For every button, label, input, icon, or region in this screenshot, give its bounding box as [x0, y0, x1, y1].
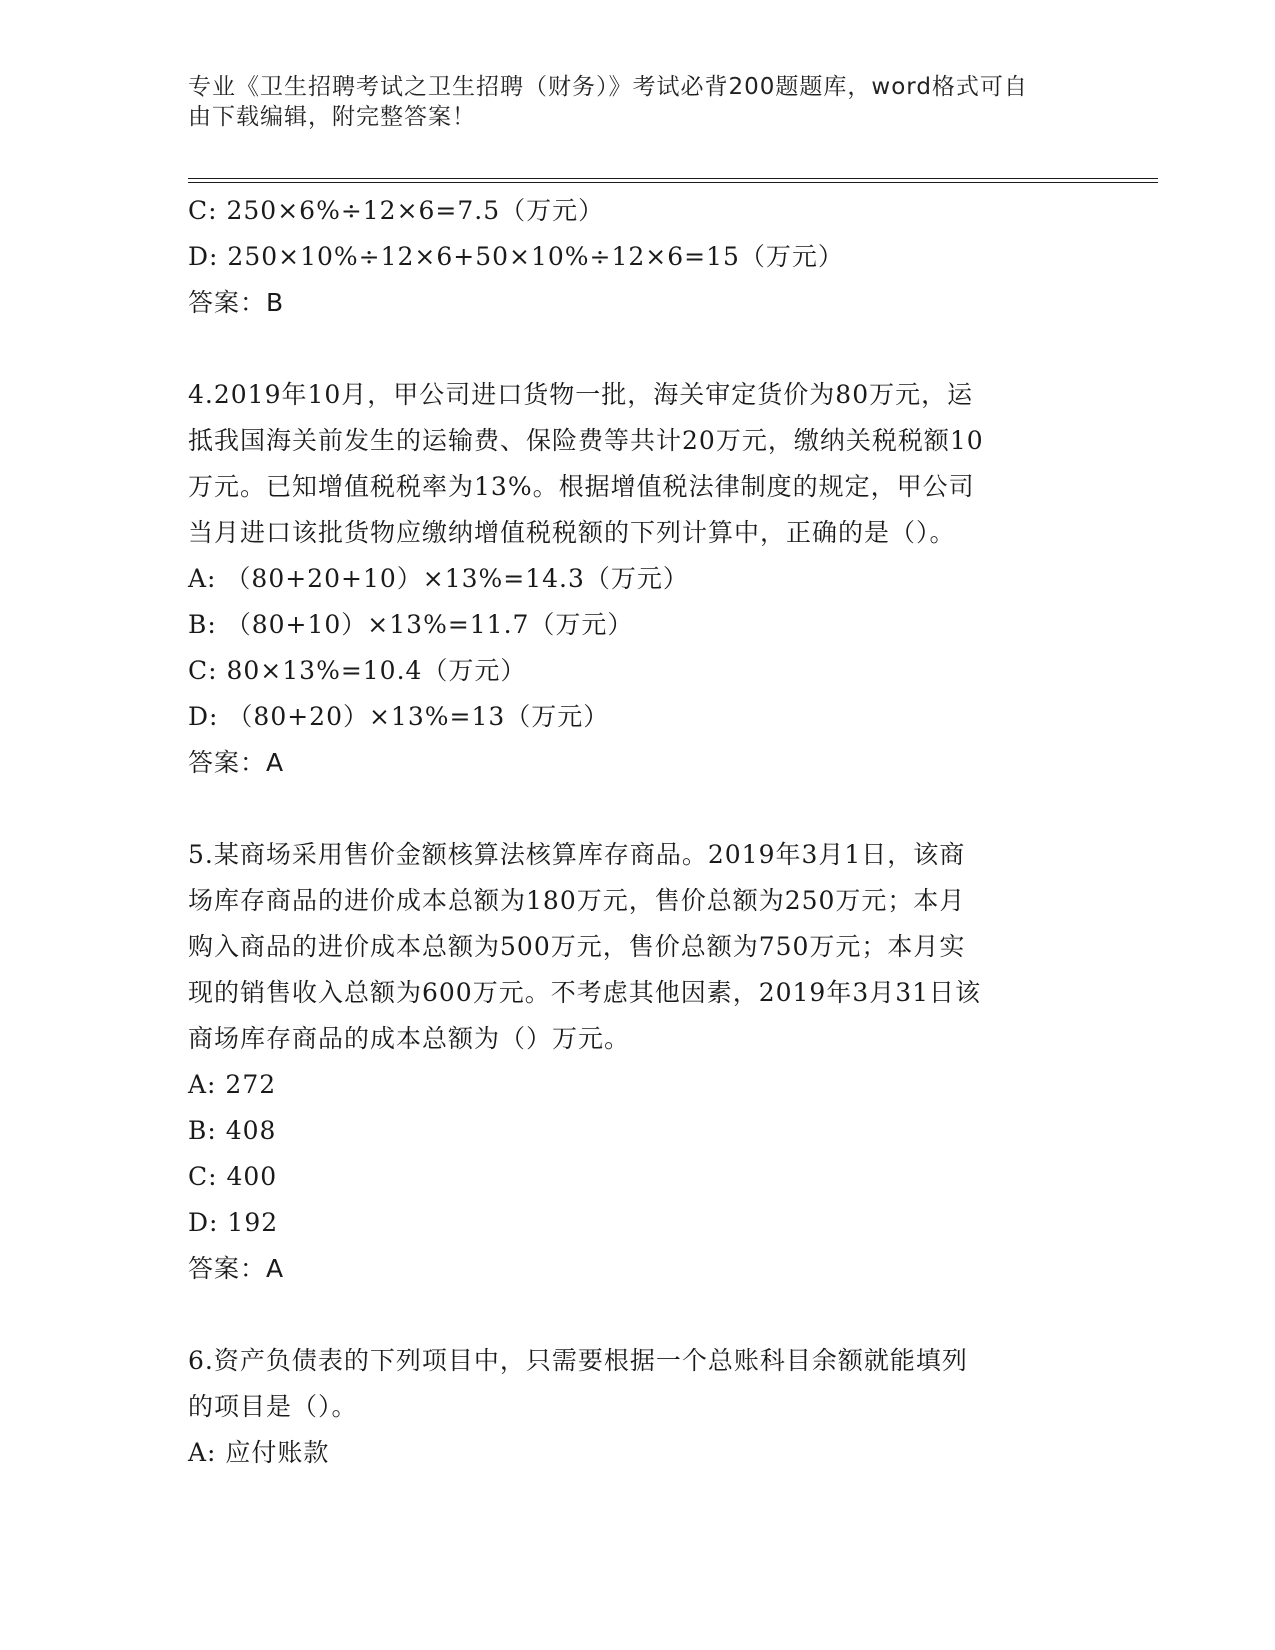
answer-line: 答案：A — [188, 748, 285, 777]
question-stem-line: 6.资产负债表的下列项目中，只需要根据一个总账科目余额就能填列 — [188, 1346, 968, 1375]
option-b: B: 408 — [188, 1116, 277, 1145]
question-4 — [188, 372, 1088, 786]
question-stem-line: 5.某商场采用售价金额核算法核算库存商品。2019年3月1日，该商 — [188, 840, 966, 869]
option-d: D: 192 — [188, 1208, 279, 1237]
question-stem-line: 4.2019年10月，甲公司进口货物一批，海关审定货价为80万元，运 — [188, 380, 974, 409]
document-body — [188, 188, 1088, 1476]
question-6 — [188, 1338, 1088, 1476]
answer-line: 答案：A — [188, 1254, 285, 1283]
spacer — [188, 326, 1088, 372]
question-3-tail — [188, 188, 1088, 326]
option-d: D: 250×10%÷12×6+50×10%÷12×6=15（万元） — [188, 242, 844, 271]
header-line-2: 由下载编辑，附完整答案！ — [188, 104, 476, 130]
option-a: A: 应付账款 — [188, 1438, 330, 1467]
question-stem-line: 抵我国海关前发生的运输费、保险费等共计20万元，缴纳关税税额10 — [188, 426, 984, 455]
option-b: B: （80+10）×13%=11.7（万元） — [188, 610, 634, 639]
spacer — [188, 1292, 1088, 1338]
header-line-1: 专业《卫生招聘考试之卫生招聘（财务）》考试必背200题题库，word格式可自 — [188, 74, 1028, 100]
answer-line: 答案：B — [188, 288, 285, 317]
option-a: A: （80+20+10）×13%=14.3（万元） — [188, 564, 689, 593]
question-5 — [188, 832, 1088, 1292]
question-stem-line: 购入商品的进价成本总额为500万元，售价总额为750万元；本月实 — [188, 932, 966, 961]
option-c: C: 250×6%÷12×6=7.5（万元） — [188, 196, 605, 225]
question-stem-line: 的项目是（）。 — [188, 1392, 358, 1421]
question-stem-line: 万元。已知增值税税率为13%。根据增值税法律制度的规定，甲公司 — [188, 472, 975, 501]
spacer — [188, 786, 1088, 832]
question-stem-line: 商场库存商品的成本总额为（）万元。 — [188, 1024, 631, 1053]
option-c: C: 400 — [188, 1162, 278, 1191]
question-stem-line: 现的销售收入总额为600万元。不考虑其他因素，2019年3月31日该 — [188, 978, 982, 1007]
header-divider-top — [188, 178, 1158, 179]
option-c: C: 80×13%=10.4（万元） — [188, 656, 527, 685]
header-divider-bottom — [188, 182, 1158, 183]
option-a: A: 272 — [188, 1070, 277, 1099]
question-stem-line: 场库存商品的进价成本总额为180万元，售价总额为250万元；本月 — [188, 886, 966, 915]
document-header — [188, 72, 1088, 132]
option-d: D: （80+20）×13%=13（万元） — [188, 702, 610, 731]
question-stem-line: 当月进口该批货物应缴纳增值税税额的下列计算中，正确的是（）。 — [188, 518, 956, 547]
